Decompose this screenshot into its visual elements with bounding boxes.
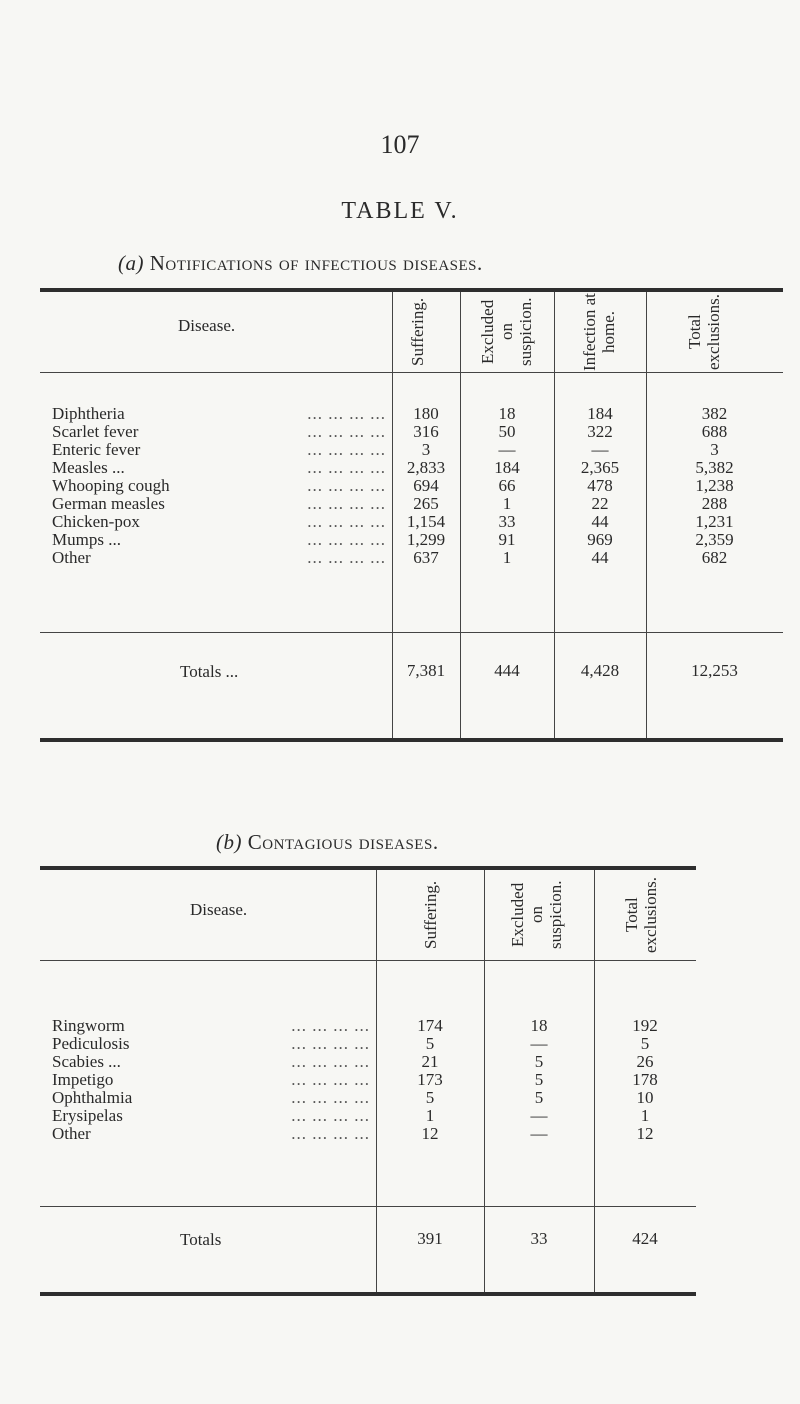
table-row xyxy=(40,513,783,531)
header-total-exclusions: Total exclusions. xyxy=(685,293,723,371)
table-cell: 180 xyxy=(413,404,439,423)
header-disease: Disease. xyxy=(178,316,236,335)
disease-name: Enteric fever xyxy=(52,440,141,459)
disease-name: Whooping cough xyxy=(52,476,170,495)
section-a-label: (a) xyxy=(118,251,144,275)
section-b-title xyxy=(216,830,439,855)
leader-dots: ... ... ... ... xyxy=(291,1053,370,1071)
table-cell: 2,833 xyxy=(406,458,446,477)
table-cell: — xyxy=(498,440,516,459)
total-excluded: 33 xyxy=(530,1229,548,1248)
table-cell: — xyxy=(530,1034,548,1053)
table-cell: 33 xyxy=(498,512,516,531)
leader-dots: ... ... ... ... xyxy=(291,1035,370,1053)
table-cell: 192 xyxy=(632,1016,658,1035)
leader-dots: ... ... ... ... xyxy=(291,1125,370,1143)
table-cell: 5 xyxy=(425,1034,435,1053)
table-cell: 478 xyxy=(587,476,613,495)
table-contagious-diseases xyxy=(40,866,696,1296)
table-infectious-diseases xyxy=(40,288,783,742)
table-row xyxy=(40,1071,696,1089)
table-cell: 322 xyxy=(587,422,613,441)
leader-dots: ... ... ... ... xyxy=(307,531,386,549)
disease-name: Impetigo xyxy=(52,1070,114,1089)
header-rule xyxy=(40,372,783,373)
table-cell: 18 xyxy=(498,404,516,423)
table-cell: 10 xyxy=(636,1088,654,1107)
table-cell: 44 xyxy=(591,548,609,567)
section-b-label: (b) xyxy=(216,830,242,854)
table-cell: 22 xyxy=(591,494,609,513)
table-cell: — xyxy=(530,1124,548,1143)
table-cell: 5 xyxy=(640,1034,650,1053)
table-row xyxy=(40,477,783,495)
header-disease: Disease. xyxy=(190,900,248,919)
table-row xyxy=(40,1107,696,1125)
disease-name: Mumps ... xyxy=(52,530,121,549)
total-suffering: 7,381 xyxy=(406,661,446,680)
header-rule xyxy=(40,960,696,961)
leader-dots: ... ... ... ... xyxy=(307,549,386,567)
total-excluded: 444 xyxy=(494,661,520,680)
table-row xyxy=(40,495,783,513)
disease-name: Scarlet fever xyxy=(52,422,139,441)
header-excluded-on-suspicion: Excluded on suspicion. xyxy=(478,297,535,367)
table-cell: 1 xyxy=(640,1106,650,1125)
leader-dots: ... ... ... ... xyxy=(291,1071,370,1089)
leader-dots: ... ... ... ... xyxy=(307,477,386,495)
table-row xyxy=(40,405,783,423)
table-cell: 50 xyxy=(498,422,516,441)
totals-rule xyxy=(40,1206,696,1207)
table-row xyxy=(40,459,783,477)
table-cell: 1,154 xyxy=(406,512,446,531)
table-cell: 178 xyxy=(632,1070,658,1089)
header-suffering: Suffering. xyxy=(408,297,427,367)
table-title: TABLE V. xyxy=(341,198,459,224)
section-a-heading: Notifications of infectious diseases. xyxy=(149,251,483,275)
totals-label: Totals ... xyxy=(180,662,239,681)
table-cell: 12 xyxy=(421,1124,439,1143)
table-cell: 1,299 xyxy=(406,530,446,549)
disease-name: Measles ... xyxy=(52,458,125,477)
table-row xyxy=(40,1053,696,1071)
table-row xyxy=(40,531,783,549)
table-cell: 173 xyxy=(417,1070,443,1089)
disease-name: Pediculosis xyxy=(52,1034,130,1053)
disease-name: Other xyxy=(52,548,91,567)
table-row xyxy=(40,1125,696,1143)
disease-name: Scabies ... xyxy=(52,1052,121,1071)
disease-name: Diphtheria xyxy=(52,404,125,423)
table-cell: 2,365 xyxy=(580,458,620,477)
header-infection-at-home: Infection at home. xyxy=(580,293,618,371)
table-cell: 969 xyxy=(587,530,613,549)
total-infection-home: 4,428 xyxy=(580,661,620,680)
table-cell: 5 xyxy=(534,1070,544,1089)
leader-dots: ... ... ... ... xyxy=(307,405,386,423)
table-cell: 21 xyxy=(421,1052,439,1071)
table-cell: 66 xyxy=(498,476,516,495)
table-cell: 1,231 xyxy=(695,512,734,531)
table-cell: 2,359 xyxy=(695,530,734,549)
leader-dots: ... ... ... ... xyxy=(307,441,386,459)
section-a-title xyxy=(118,251,483,276)
table-cell: 5 xyxy=(534,1088,544,1107)
leader-dots: ... ... ... ... xyxy=(307,495,386,513)
table-cell: 12 xyxy=(636,1124,654,1143)
totals-row xyxy=(40,662,783,680)
disease-name: Ringworm xyxy=(52,1016,125,1035)
table-cell: — xyxy=(530,1106,548,1125)
disease-name: Other xyxy=(52,1124,91,1143)
table-cell: 1 xyxy=(502,548,512,567)
table-cell: 3 xyxy=(421,440,431,459)
table-cell: 3 xyxy=(710,440,719,459)
table-row xyxy=(40,423,783,441)
page-number: 107 xyxy=(380,130,420,159)
totals-rule xyxy=(40,632,783,633)
table-cell: 5 xyxy=(425,1088,435,1107)
totals-row xyxy=(40,1230,696,1248)
table-row xyxy=(40,1017,696,1035)
table-cell: 1,238 xyxy=(695,476,734,495)
section-b-heading: Contagious diseases. xyxy=(247,830,439,854)
leader-dots: ... ... ... ... xyxy=(307,423,386,441)
table-cell: 5 xyxy=(534,1052,544,1071)
header-total-exclusions: Total exclusions. xyxy=(622,876,660,954)
disease-name: Ophthalmia xyxy=(52,1088,133,1107)
total-exclusions: 424 xyxy=(632,1229,658,1248)
table-cell: 288 xyxy=(701,494,728,513)
total-exclusions: 12,253 xyxy=(691,661,738,680)
totals-label: Totals xyxy=(180,1230,222,1249)
total-suffering: 391 xyxy=(417,1229,443,1248)
table-cell: 265 xyxy=(413,494,439,513)
table-cell: 18 xyxy=(530,1016,548,1035)
table-cell: 174 xyxy=(417,1016,443,1035)
table-row xyxy=(40,441,783,459)
header-excluded-on-suspicion: Excluded on suspicion. xyxy=(508,880,565,950)
table-cell: 91 xyxy=(498,530,516,549)
table-cell: 694 xyxy=(413,476,439,495)
table-cell: 1 xyxy=(502,494,512,513)
table-cell: 382 xyxy=(701,404,728,423)
disease-name: Erysipelas xyxy=(52,1106,123,1125)
table-cell: 1 xyxy=(425,1106,435,1125)
leader-dots: ... ... ... ... xyxy=(291,1089,370,1107)
leader-dots: ... ... ... ... xyxy=(307,459,386,477)
table-cell: 682 xyxy=(701,548,728,567)
table-cell: 184 xyxy=(494,458,520,477)
header-suffering: Suffering. xyxy=(421,880,440,950)
table-cell: 184 xyxy=(587,404,613,423)
table-cell: 5,382 xyxy=(695,458,734,477)
table-cell: 26 xyxy=(636,1052,654,1071)
table-row xyxy=(40,1035,696,1053)
table-row xyxy=(40,1089,696,1107)
disease-name: Chicken-pox xyxy=(52,512,140,531)
leader-dots: ... ... ... ... xyxy=(291,1107,370,1125)
table-cell: 637 xyxy=(413,548,439,567)
disease-name: German measles xyxy=(52,494,165,513)
table-cell: 316 xyxy=(413,422,439,441)
leader-dots: ... ... ... ... xyxy=(291,1017,370,1035)
table-cell: 44 xyxy=(591,512,609,531)
leader-dots: ... ... ... ... xyxy=(307,513,386,531)
table-cell: — xyxy=(591,440,609,459)
table-row xyxy=(40,549,783,567)
table-cell: 688 xyxy=(701,422,728,441)
